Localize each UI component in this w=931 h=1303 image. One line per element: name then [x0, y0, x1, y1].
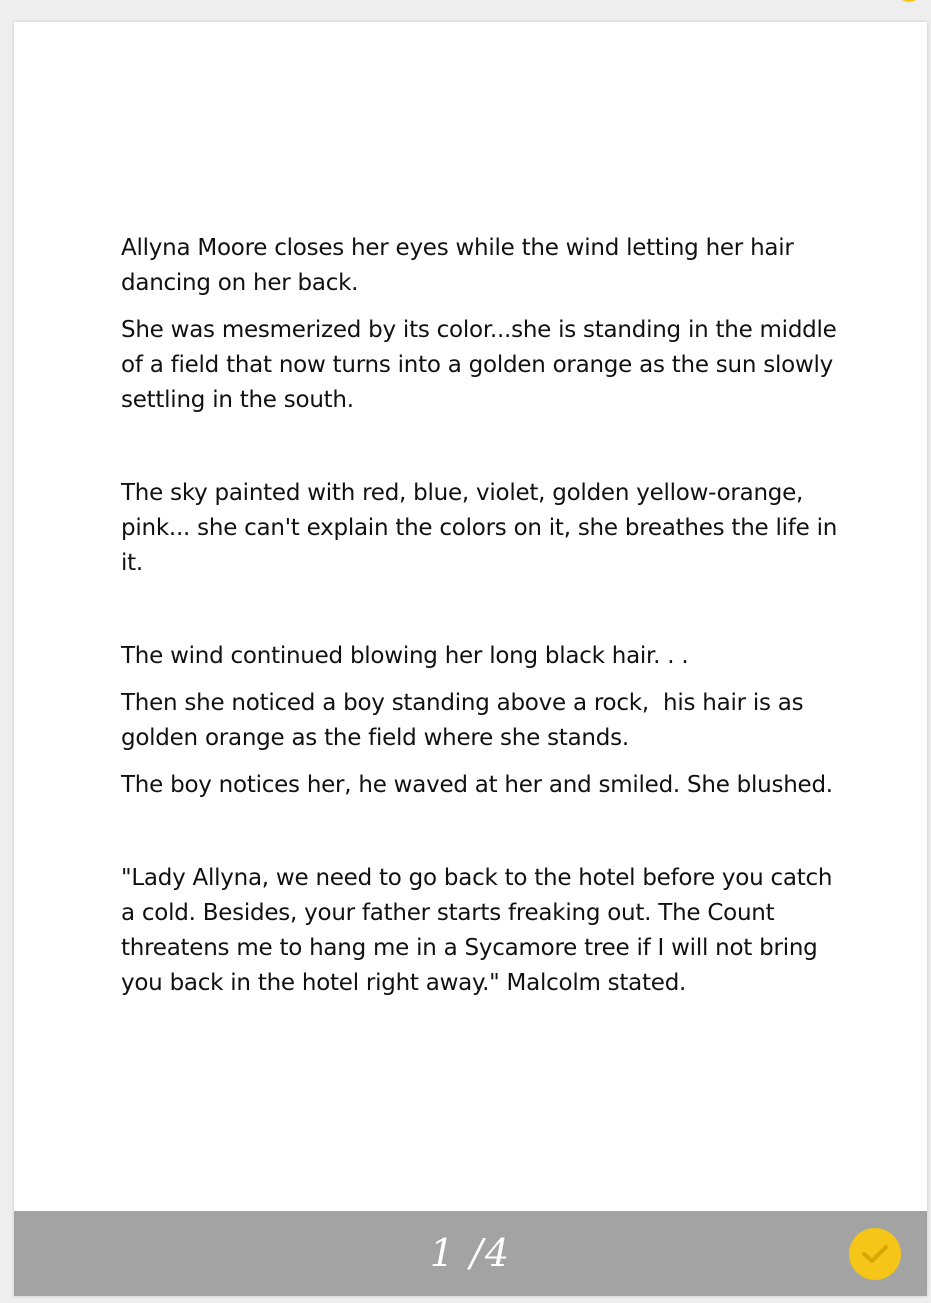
- story-text: [121, 231, 845, 1001]
- done-button[interactable]: [849, 1228, 901, 1280]
- footer-bar: [14, 1211, 927, 1296]
- story-paragraph: She was mesmerized by its color...she is standing in the middle of a field that now turns into a golden orange as the sun slowly settling in the south.: [121, 317, 844, 413]
- checkmark-icon: [860, 1242, 890, 1266]
- story-paragraph: Allyna Moore closes her eyes while the wind letting her hair dancing on her back.: [121, 235, 801, 296]
- story-paragraph: "Lady Allyna, we need to go back to the hotel before you catch a cold. Besides, your father starts freaking out. The Count threatens me to hang me in a Sycamore tree if I will not bring you back in the hotel right away." Malcolm stated.: [121, 865, 840, 996]
- corner-badge: [897, 0, 921, 2]
- story-paragraph: The sky painted with red, blue, violet, golden yellow-orange, pink... she can't explain the colors on it, she breathes the life in it.: [121, 480, 845, 576]
- story-paragraph: The boy notices her, he waved at her and smiled. She blushed.: [121, 772, 833, 798]
- story-paragraph: Then she noticed a boy standing above a rock, his hair is as golden orange as the field where she stands.: [121, 690, 811, 751]
- reader-page: [14, 22, 927, 1296]
- story-paragraph: The wind continued blowing her long black hair. . .: [121, 643, 689, 669]
- page-indicator: 1 /4: [429, 1231, 512, 1275]
